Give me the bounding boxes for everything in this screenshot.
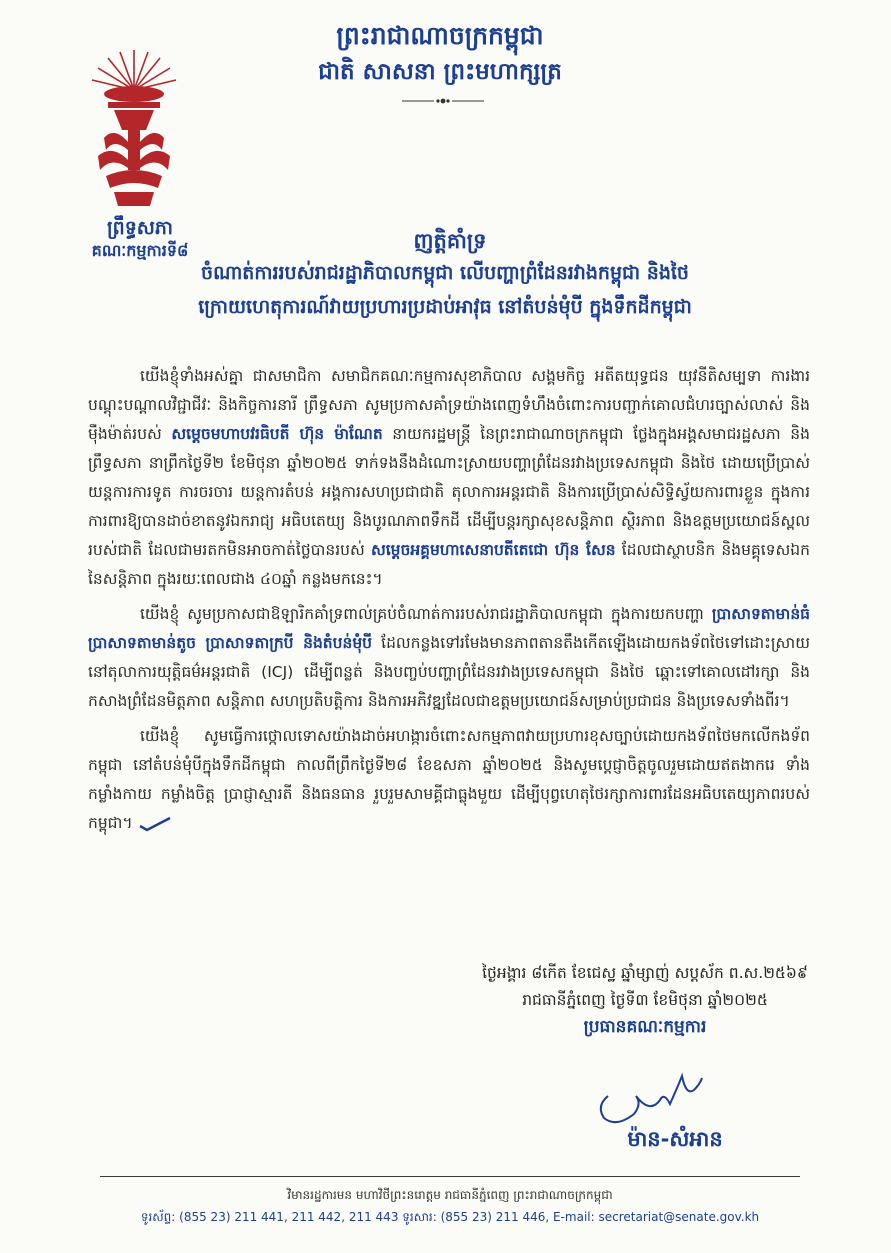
- prime-minister-name: សម្តេចមហាបវរធិបតី ហ៊ុន ម៉ាណែត: [171, 425, 383, 443]
- paragraph-2: [88, 600, 810, 716]
- checkmark-icon: [138, 816, 172, 832]
- temples-names: ប្រាសាទតាមាន់ធំ ប្រាសាទតាមាន់តូច ប្រាសាទតាក្របី និងតំបន់មុំបី: [88, 605, 810, 652]
- paragraph-1-text-b: នាយករដ្ឋមន្ត្រី នៃព្រះរាជាណាចក្រកម្ពុជា ថ្លែងក្នុងអង្គសមាជរដ្ឋសភា និងព្រឹទ្ធសភា នាព្រឹកថ្ងៃទី២ ខែមិថុនា ឆ្នាំ២០២៥ ទាក់ទងនឹងដំណោះស្រាយបញ្ហាព្រំដែនរវាងប្រទេសកម្ពុជា និងថៃ ដោយប្រើប្រាស់យន្តការការទូត ការចរចារ យន្តការតំបន់ អង្គការសហប្រជាជាតិ តុលាការអន្តរជាតិ និងការប្រើប្រាស់សិទ្ធិស្វ័យការពារខ្លួន ក្នុងការការពារឱ្យបានដាច់ខាតនូវឯករាជ្យ អធិបតេយ្យ និងបូរណភាពទឹកដី ដើម្បីបន្តរក្សាសុខសន្តិភាព ស្ថិរភាព និងឧត្តមប្រយោជន៍ស្ពលរបស់ជាតិ ដែលជាមរតកមិនអាចកាត់ថ្លៃបានរបស់: [88, 425, 810, 559]
- document-type: ញត្តិគាំទ្រ: [413, 229, 487, 253]
- signer-role: ប្រធានគណៈកម្មការ: [583, 1017, 707, 1037]
- paragraph-3-text: យើងខ្ញុំ សូមធ្វើការថ្កោលទោសយ៉ាងដាច់អហង្ការចំពោះសកម្មភាពវាយប្រហារខុសច្បាប់ដោយកងទ័ពថៃមកលើកងទ័ពកម្ពុជា នៅតំបន់មុំបីក្នុងទឹកដីកម្ពុជា កាលពីព្រឹកថ្ងៃទី២៨ ខែឧសភា ឆ្នាំ២០២៥ និងសូមប្តេជ្ញាចិត្តចូលរួមដោយឥតងាករេ ទាំងកម្លាំងកាយ កម្លាំងចិត្ត ប្រាជ្ញាស្មារតី និងធនធាន រួបរួមសាមគ្គីជាធ្លុងមួយ ដើម្បីបុព្វហេតុថៃរក្សាការពារដែនអធិបតេយ្យភាពរបស់កម្ពុជា។: [88, 727, 810, 832]
- senate-emblem-icon: [84, 46, 184, 212]
- place-date: រាជធានីភ្នំពេញ ថ្ងៃទី៣ ខែមិថុនា ឆ្នាំ២០២៥: [522, 991, 768, 1009]
- header-ornament: [400, 96, 486, 106]
- paragraph-2-text-b: ដែលកន្លងទៅរមែងមានភាពតានតឹងកើតឡើងដោយកងទ័ពថៃទៅដោះស្រាយនៅតុលាការយុត្តិធម៌អន្តរជាតិ (ICJ) ដើម្បីពន្លត់ និងបញ្ចប់បញ្ហាព្រំដែនរវាងប្រទេសកម្ពុជា និងថៃ ឆ្ពោះទៅគោលដៅរក្សា និងកសាងព្រំដែនមិត្តភាព សន្តិភាព សហប្រតិបត្តិការ និងការអភិវឌ្ឍដែលជាឧត្តមប្រយោជន៍សម្រាប់ប្រជាជន និងប្រទេសទាំងពីរ។: [88, 634, 810, 710]
- paragraph-1-text-a: យើងខ្ញុំទាំងអស់គ្នា ជាសមាជិកា សមាជិកគណៈកម្មការសុខាភិបាល សង្គមកិច្ច អតីតយុទ្ធជន យុវនីតិសម្បទា ការងារ បណ្តុះបណ្តាលវិជ្ជាជីវៈ និងកិច្ចការនារី ព្រឹទ្ធសភា សូមប្រកាសគាំទ្រយ៉ាងពេញទំហឹងចំពោះការបញ្ជាក់គោលជំហរច្បាស់លាស់ និងម៉ឺងម៉ាត់របស់: [88, 367, 810, 443]
- handwritten-signature: [590, 1056, 710, 1136]
- document-body: [88, 362, 810, 844]
- senate-president-name: សម្តេចអគ្គមហាសេនាបតីតេជោ ហ៊ុន សែន: [370, 541, 616, 559]
- paragraph-2-text-a: យើងខ្ញុំ សូមប្រកាសជាឱឡារិកគាំទ្រពាល់គ្រប់ចំណាត់ការរបស់រាជរដ្ឋាភិបាលកម្ពុជា ក្នុងការយកបញ្ហា: [140, 605, 705, 623]
- lunar-date: ថ្ងៃអង្គារ ៨កើត ខែជេស្ឋ ឆ្នាំម្សាញ់ សប្តស័ក ព.ស.២៥៦៩: [482, 964, 808, 982]
- paragraph-1: [88, 362, 810, 594]
- title-line-2: ក្រោយហេតុការណ៍វាយប្រហារប្រដាប់អាវុធ នៅតំបន់មុំបី ក្នុងទឹកដីកម្ពុជា: [198, 296, 692, 318]
- kingdom-name: ព្រះរាជាណាចក្រកម្ពុជា: [336, 21, 544, 50]
- footer-contact: ទូរស័ព្ទ: (855 23) 211 441, 211 442, 211 443 ទូរសារ: (855 23) 211 446, E-mail: secretariat@senate.gov.kh: [140, 1210, 760, 1224]
- date-block: [480, 960, 810, 1041]
- kingdom-header: [250, 18, 630, 90]
- footer-address: វិមានរដ្ឋការមន មហាវិថីព្រះនរោត្តម រាជធានីភ្នំពេញ ព្រះរាជាណាចក្រកម្ពុជា: [287, 1188, 613, 1202]
- title-line-1: ចំណាត់ការរបស់រាជរដ្ឋាភិបាលកម្ពុជា លើបញ្ហាព្រំដែនរវាងកម្ពុជា និងថៃ: [201, 262, 689, 284]
- senate-name: ព្រឹទ្ធសភា: [107, 217, 173, 239]
- signer-name: ម៉ាន-សំអាន: [627, 1127, 723, 1151]
- commission-name: គណៈកម្មការទី៨: [91, 241, 189, 260]
- footer-divider: [100, 1176, 800, 1177]
- document-title: [80, 256, 810, 324]
- paragraph-1-text-c: ដែលជាស្ថាបនិក និងមគ្គុទេសឯកនៃសន្តិភាព ក្នុងរយៈពេលជាង ៤០ឆ្នាំ កន្លងមកនេះ។: [88, 541, 810, 588]
- footer: [80, 1184, 820, 1228]
- paragraph-3: [88, 722, 810, 838]
- kingdom-motto: ជាតិ សាសនា ព្រះមហាក្សត្រ: [318, 59, 562, 85]
